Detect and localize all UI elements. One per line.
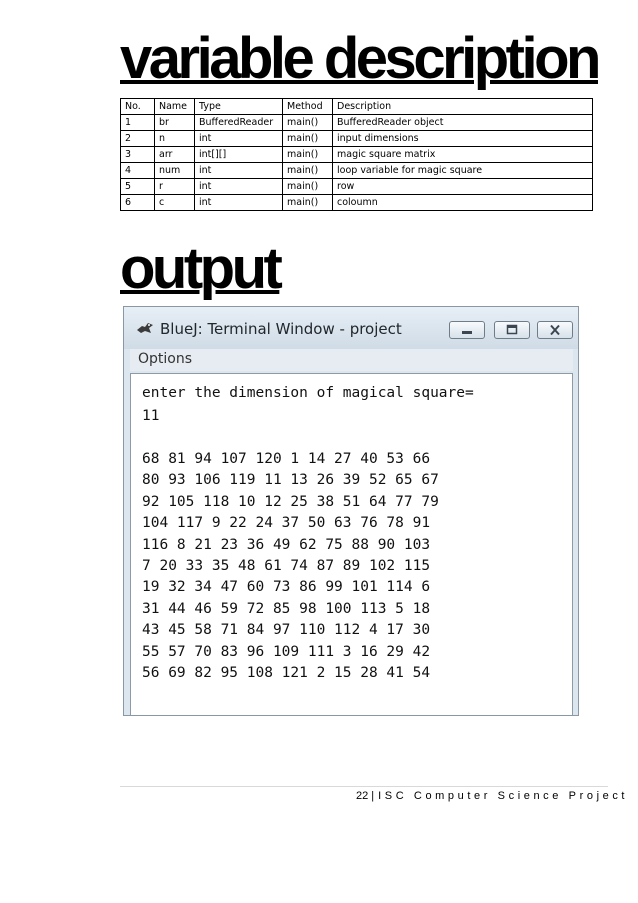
table-cell: arr (155, 147, 195, 163)
terminal-window (123, 306, 579, 716)
table-row (121, 131, 593, 147)
input-line: 11 (142, 408, 160, 424)
table-row (121, 195, 593, 211)
matrix-row: 55 57 70 83 96 109 111 3 16 29 42 (142, 643, 431, 660)
table-cell: 2 (121, 131, 155, 147)
matrix-row: 116 8 21 23 36 49 62 75 88 90 103 (142, 536, 431, 553)
table-cell: num (155, 163, 195, 179)
table-cell: 4 (121, 163, 155, 179)
matrix-row: 43 45 58 71 84 97 110 112 4 17 30 (142, 622, 431, 639)
table-cell: int (195, 179, 283, 195)
footer-divider (120, 786, 608, 787)
matrix-row: 7 20 33 35 48 61 74 87 89 102 115 (142, 558, 431, 574)
table-cell: int (195, 131, 283, 147)
table-cell: loop variable for magic square (333, 163, 593, 179)
table-cell: main() (283, 147, 333, 163)
column-header: Method (283, 99, 333, 115)
matrix-row: 68 81 94 107 120 1 14 27 40 53 66 (142, 451, 431, 467)
table-cell: n (155, 131, 195, 147)
table-cell: int[][] (195, 147, 283, 163)
matrix-row: 31 44 46 59 72 85 98 100 113 5 18 (142, 600, 431, 617)
close-icon (548, 324, 562, 336)
table-cell: coloumn (333, 195, 593, 211)
table-cell: main() (283, 115, 333, 131)
table-cell: 5 (121, 179, 155, 195)
page-footer (356, 790, 628, 802)
prompt-line: enter the dimension of magical square= (142, 385, 474, 401)
matrix-row: 80 93 106 119 11 13 26 39 52 65 67 (142, 472, 439, 489)
table-header-row (121, 99, 593, 115)
variable-table (120, 98, 593, 211)
column-header: No. (121, 99, 155, 115)
table-cell: magic square matrix (333, 147, 593, 163)
matrix-row: 92 105 118 10 12 25 38 51 64 77 79 (142, 493, 439, 510)
table-cell: br (155, 115, 195, 131)
table-row (121, 179, 593, 195)
table-row (121, 163, 593, 179)
table-cell: 3 (121, 147, 155, 163)
table-cell: 6 (121, 195, 155, 211)
output-heading: output (120, 236, 280, 301)
matrix-row: 19 32 34 47 60 73 86 99 101 114 6 (142, 579, 431, 596)
table-cell: main() (283, 163, 333, 179)
column-header: Type (195, 99, 283, 115)
table-cell: r (155, 179, 195, 195)
matrix-row: 56 69 82 95 108 121 2 15 28 41 54 (142, 665, 431, 681)
column-header: Name (155, 99, 195, 115)
window-title: BlueJ: Terminal Window - project (160, 320, 402, 338)
terminal-output[interactable] (130, 373, 573, 716)
table-cell: BufferedReader object (333, 115, 593, 131)
table-row (121, 147, 593, 163)
table-cell: main() (283, 179, 333, 195)
footer-project-title: ISC Computer Science Project (378, 790, 629, 802)
bluej-bird-icon (136, 321, 154, 335)
menu-bar (130, 349, 573, 371)
table-cell: c (155, 195, 195, 211)
options-menu[interactable]: Options (138, 351, 193, 367)
column-header: Description (333, 99, 593, 115)
close-button[interactable] (537, 321, 573, 339)
variable-description-heading: variable description (120, 26, 598, 91)
table-cell: input dimensions (333, 131, 593, 147)
table-cell: 1 (121, 115, 155, 131)
matrix-row: 104 117 9 22 24 37 50 63 76 78 91 (142, 515, 431, 532)
table-cell: main() (283, 195, 333, 211)
table-cell: int (195, 195, 283, 211)
maximize-button[interactable] (494, 321, 530, 339)
table-cell: BufferedReader (195, 115, 283, 131)
minimize-icon (460, 324, 474, 336)
footer-separator: | (371, 790, 375, 802)
table-row (121, 115, 593, 131)
table-cell: main() (283, 131, 333, 147)
title-bar[interactable] (124, 307, 578, 349)
table-cell: int (195, 163, 283, 179)
page-number: 22 (356, 790, 369, 802)
table-cell: row (333, 179, 593, 195)
minimize-button[interactable] (449, 321, 485, 339)
maximize-icon (505, 324, 519, 336)
